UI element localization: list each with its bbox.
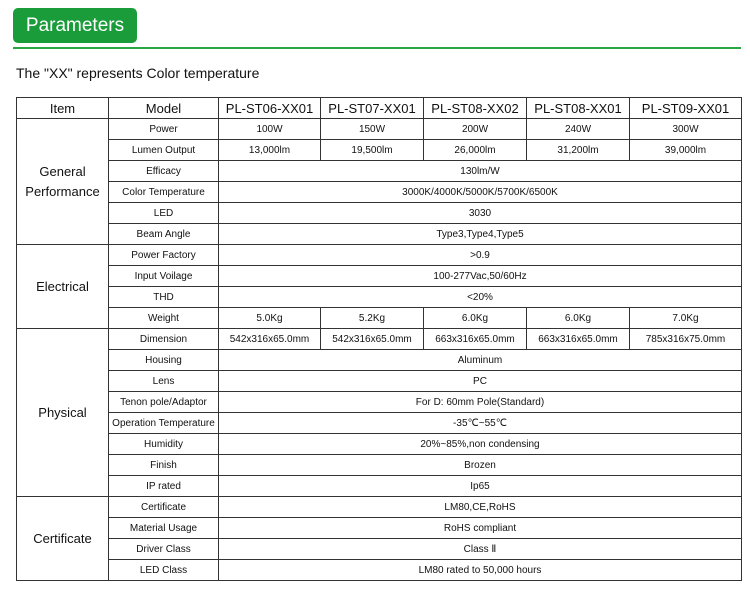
cell-value: 19,500lm xyxy=(321,140,424,161)
table-row xyxy=(17,182,742,203)
table-row xyxy=(17,560,742,581)
cell-value: 3000K/4000K/5000K/5700K/6500K xyxy=(219,182,742,203)
cell-value: 6.0Kg xyxy=(424,308,527,329)
cell-value: 7.0Kg xyxy=(630,308,742,329)
row-label: Power Factory xyxy=(109,245,219,266)
model-name: PL-ST08-XX02 xyxy=(424,98,527,119)
cell-value: 5.2Kg xyxy=(321,308,424,329)
table-row xyxy=(17,161,742,182)
cell-value: 39,000lm xyxy=(630,140,742,161)
group-certificate: Certificate xyxy=(17,497,109,581)
parameters-table xyxy=(16,97,742,581)
table-row xyxy=(17,392,742,413)
table-header-row xyxy=(17,98,742,119)
cell-value: Brozen xyxy=(219,455,742,476)
table-row xyxy=(17,350,742,371)
table-row xyxy=(17,371,742,392)
cell-value: Type3,Type4,Type5 xyxy=(219,224,742,245)
cell-value: 31,200lm xyxy=(527,140,630,161)
cell-value: 300W xyxy=(630,119,742,140)
row-label: Beam Angle xyxy=(109,224,219,245)
cell-value: -35℃~55℃ xyxy=(219,413,742,434)
row-label: LED Class xyxy=(109,560,219,581)
cell-value: 3030 xyxy=(219,203,742,224)
model-name: PL-ST07-XX01 xyxy=(321,98,424,119)
row-label: Dimension xyxy=(109,329,219,350)
cell-value: 240W xyxy=(527,119,630,140)
cell-value: 200W xyxy=(424,119,527,140)
item-header: Item xyxy=(17,98,109,119)
section-title-badge xyxy=(13,8,137,43)
row-label: Input Voilage xyxy=(109,266,219,287)
section-title: Parameters xyxy=(25,14,125,36)
cell-value: 663x316x65.0mm xyxy=(424,329,527,350)
table-row xyxy=(17,119,742,140)
table-row xyxy=(17,287,742,308)
table-row xyxy=(17,413,742,434)
cell-value: 150W xyxy=(321,119,424,140)
table-row xyxy=(17,329,742,350)
cell-value: LM80 rated to 50,000 hours xyxy=(219,560,742,581)
cell-value: 100W xyxy=(219,119,321,140)
cell-value: 5.0Kg xyxy=(219,308,321,329)
table-row xyxy=(17,497,742,518)
cell-value: 13,000lm xyxy=(219,140,321,161)
table-row xyxy=(17,455,742,476)
row-label: Power xyxy=(109,119,219,140)
model-name: PL-ST06-XX01 xyxy=(219,98,321,119)
cell-value: 542x316x65.0mm xyxy=(321,329,424,350)
row-label: Weight xyxy=(109,308,219,329)
table-row xyxy=(17,518,742,539)
row-label: Color Temperature xyxy=(109,182,219,203)
row-label: Humidity xyxy=(109,434,219,455)
row-label: Tenon pole/Adaptor xyxy=(109,392,219,413)
row-label: Finish xyxy=(109,455,219,476)
cell-value: 785x316x75.0mm xyxy=(630,329,742,350)
cell-value: Ip65 xyxy=(219,476,742,497)
cell-value: >0.9 xyxy=(219,245,742,266)
cell-value: Aluminum xyxy=(219,350,742,371)
table-row xyxy=(17,224,742,245)
group-physical: Physical xyxy=(17,329,109,497)
cell-value: For D: 60mm Pole(Standard) xyxy=(219,392,742,413)
cell-value: 26,000lm xyxy=(424,140,527,161)
cell-value: <20% xyxy=(219,287,742,308)
row-label: Lens xyxy=(109,371,219,392)
cell-value: PC xyxy=(219,371,742,392)
cell-value: RoHS compliant xyxy=(219,518,742,539)
row-label: Driver Class xyxy=(109,539,219,560)
row-label: Efficacy xyxy=(109,161,219,182)
model-name: PL-ST08-XX01 xyxy=(527,98,630,119)
row-label: Housing xyxy=(109,350,219,371)
table-row xyxy=(17,539,742,560)
cell-value: 663x316x65.0mm xyxy=(527,329,630,350)
cell-value: Class Ⅱ xyxy=(219,539,742,560)
group-general-performance: General Performance xyxy=(17,119,109,245)
row-label: Material Usage xyxy=(109,518,219,539)
row-label: Operation Temperature xyxy=(109,413,219,434)
table-row xyxy=(17,476,742,497)
cell-value: 20%~85%,non condensing xyxy=(219,434,742,455)
cell-value: LM80,CE,RoHS xyxy=(219,497,742,518)
color-temperature-note: The "XX" represents Color temperature xyxy=(16,65,260,81)
row-label: Certificate xyxy=(109,497,219,518)
table-row xyxy=(17,203,742,224)
table-row xyxy=(17,434,742,455)
model-header: Model xyxy=(109,98,219,119)
table-row xyxy=(17,245,742,266)
cell-value: 6.0Kg xyxy=(527,308,630,329)
row-label: Lumen Output xyxy=(109,140,219,161)
row-label: LED xyxy=(109,203,219,224)
table-row xyxy=(17,266,742,287)
cell-value: 542x316x65.0mm xyxy=(219,329,321,350)
header-divider xyxy=(13,47,741,49)
cell-value: 100-277Vac,50/60Hz xyxy=(219,266,742,287)
table-row xyxy=(17,140,742,161)
row-label: IP rated xyxy=(109,476,219,497)
cell-value: 130lm/W xyxy=(219,161,742,182)
model-name: PL-ST09-XX01 xyxy=(630,98,742,119)
row-label: THD xyxy=(109,287,219,308)
group-electrical: Electrical xyxy=(17,245,109,329)
table-row xyxy=(17,308,742,329)
